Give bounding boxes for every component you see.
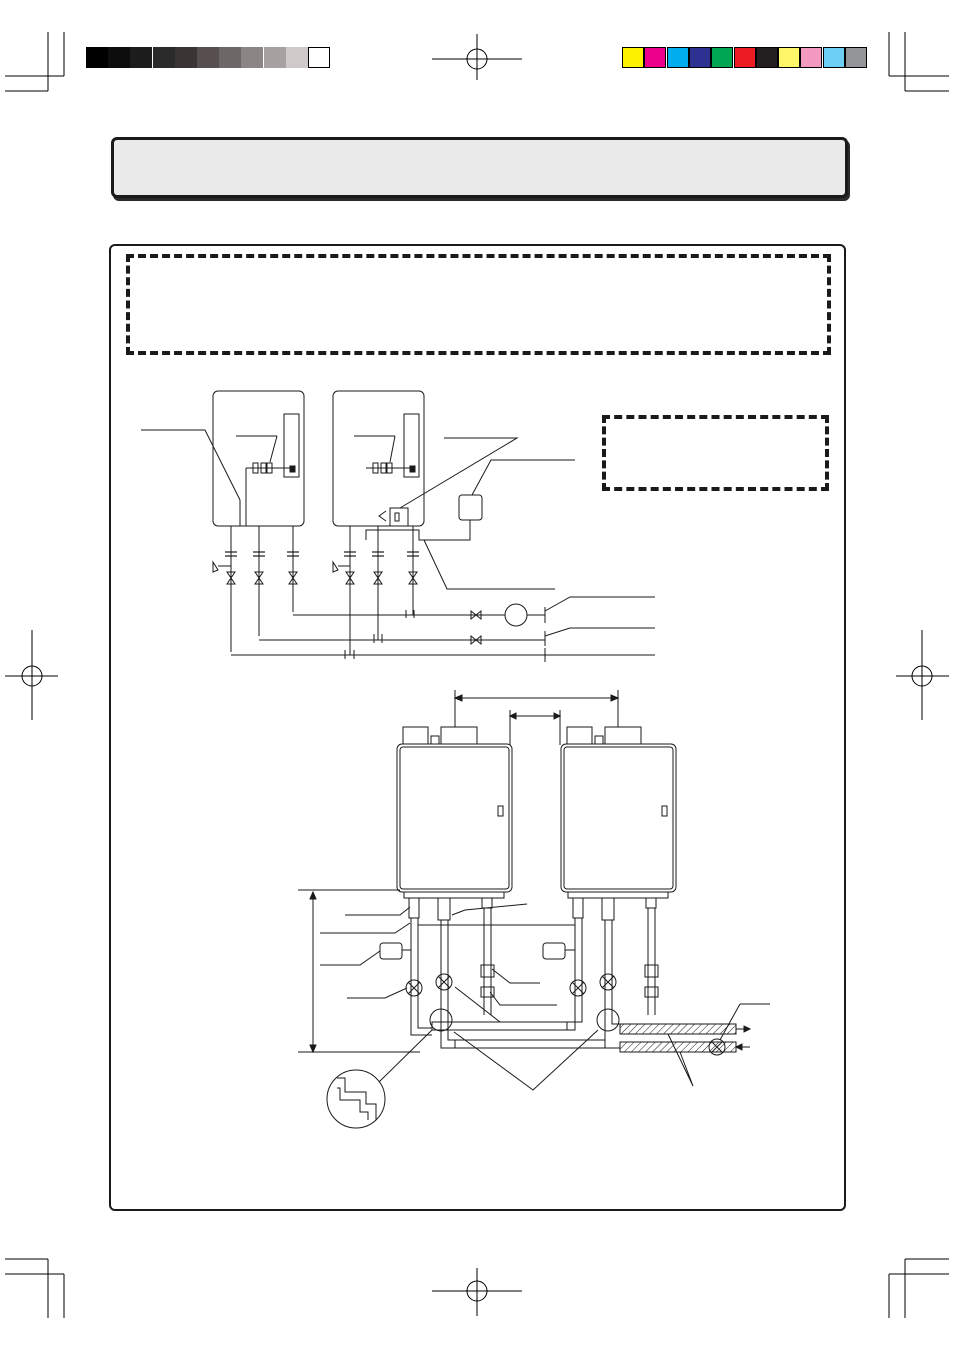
detail-circle-b — [597, 1009, 619, 1031]
water-heater-b — [561, 744, 676, 892]
handle-b — [662, 806, 667, 816]
water-heater-a — [397, 744, 512, 892]
handle-a — [498, 806, 503, 816]
